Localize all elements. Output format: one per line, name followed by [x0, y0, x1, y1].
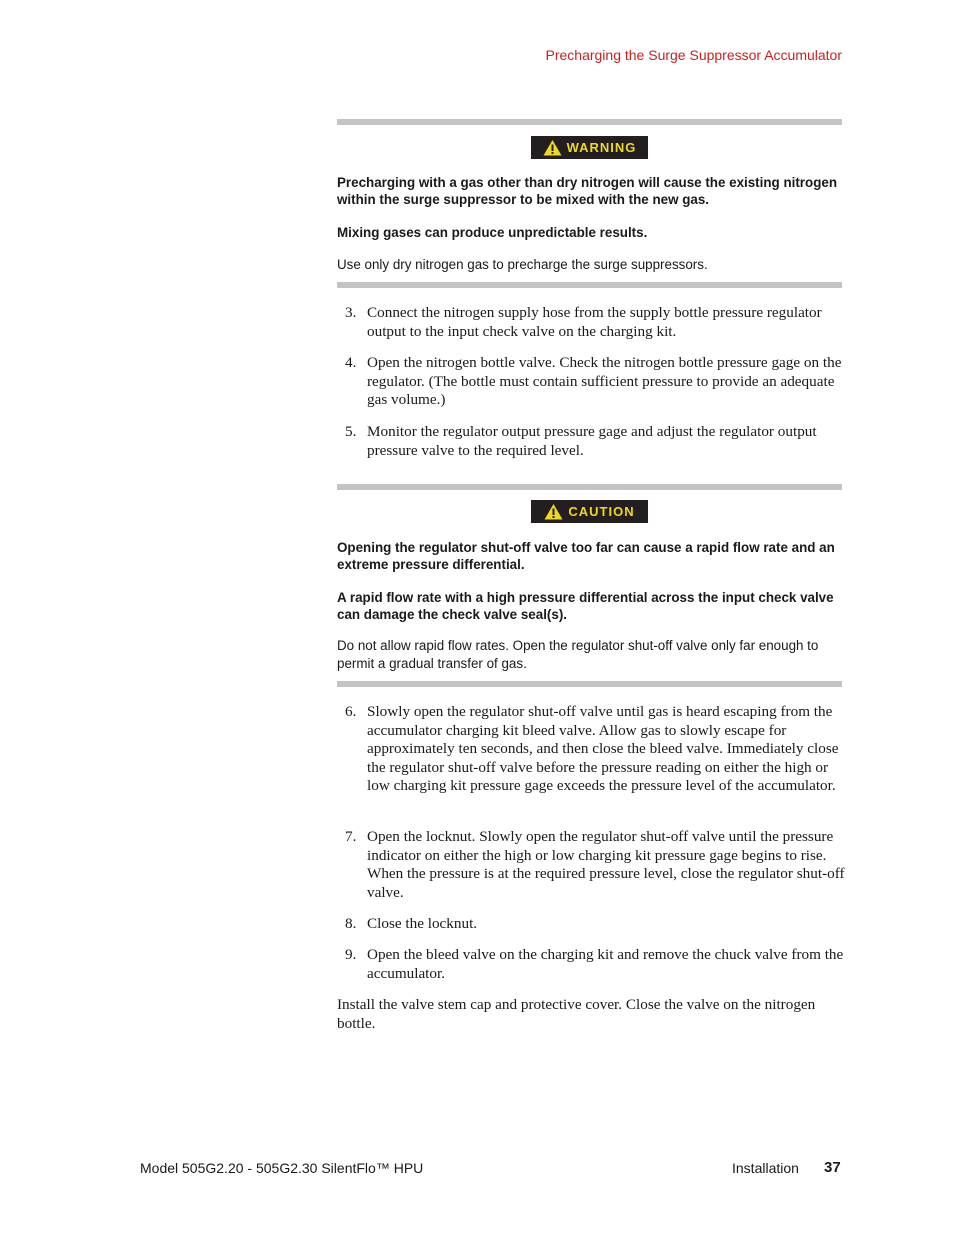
- step-text: Slowly open the regulator shut-off valve until gas is heard escaping from the accumulator charging kit bleed valve. Allow gas to slowly escape for approximately ten seconds, and then close the bleed valve. Immediately close the regulator shut-off valve before the pressure reading on either the high or low charging kit pressure gage exceeds the pressure level of the accumulator.: [367, 703, 839, 795]
- warning-top-rule: [337, 119, 842, 125]
- running-head: Precharging the Surge Suppressor Accumulator: [545, 47, 842, 63]
- step-text: Close the locknut.: [367, 915, 478, 932]
- caution-paragraph-3: Do not allow rapid flow rates. Open the regulator shut-off valve only far enough to permit a gradual transfer of gas.: [337, 638, 819, 671]
- list-item: [345, 915, 845, 934]
- step-text: Monitor the regulator output pressure gage and adjust the regulator output pressure valve to the required level.: [367, 423, 817, 459]
- caution-badge: [531, 500, 648, 523]
- caution-label: CAUTION: [568, 504, 635, 519]
- closing-paragraph: Install the valve stem cap and protective cover. Close the valve on the nitrogen bottle.: [337, 996, 816, 1032]
- step-number: 6.: [345, 703, 357, 720]
- step-number: 3.: [345, 304, 357, 321]
- warning-paragraph-1: Precharging with a gas other than dry nitrogen will cause the existing nitrogen within the surge suppressor to be mixed with the new gas.: [337, 175, 837, 207]
- caution-paragraph-2: A rapid flow rate with a high pressure differential across the input check valve can damage the check valve seal(s).: [337, 590, 834, 622]
- list-item: [345, 828, 845, 902]
- footer-section: Installation: [732, 1160, 799, 1176]
- warning-paragraph-3: Use only dry nitrogen gas to precharge the surge suppressors.: [337, 257, 708, 272]
- caution-bottom-rule: [337, 681, 842, 687]
- step-number: 5.: [345, 423, 357, 440]
- warning-triangle-icon: [544, 503, 563, 520]
- list-item: [345, 354, 845, 410]
- step-number: 9.: [345, 946, 357, 963]
- step-text: Connect the nitrogen supply hose from the supply bottle pressure regulator output to the input check valve on the charging kit.: [367, 304, 822, 340]
- warning-paragraph-2: Mixing gases can produce unpredictable results.: [337, 225, 648, 240]
- list-item: [345, 423, 845, 460]
- step-number: 4.: [345, 354, 357, 371]
- warning-badge: [531, 136, 648, 159]
- list-item: [345, 703, 845, 796]
- footer-model: Model 505G2.20 - 505G2.30 SilentFlo™ HPU: [140, 1160, 424, 1176]
- warning-triangle-icon: [543, 139, 562, 156]
- step-text: Open the nitrogen bottle valve. Check the nitrogen bottle pressure gage on the regulator. (The bottle must contain sufficient pressure to provide an adequate gas volume.): [367, 354, 842, 409]
- step-number: 7.: [345, 828, 357, 845]
- list-item: [345, 304, 845, 341]
- caution-top-rule: [337, 484, 842, 490]
- warning-bottom-rule: [337, 282, 842, 288]
- warning-label: WARNING: [566, 140, 637, 155]
- caution-paragraph-1: Opening the regulator shut-off valve too far can cause a rapid flow rate and an extreme pressure differential.: [337, 540, 835, 572]
- step-number: 8.: [345, 915, 357, 932]
- step-text: Open the bleed valve on the charging kit and remove the chuck valve from the accumulator.: [367, 946, 844, 982]
- step-text: Open the locknut. Slowly open the regulator shut-off valve until the pressure indicator on either the high or low charging kit pressure gage begins to rise. When the pressure is at the required pressure level, close the regulator shut-off valve.: [367, 828, 845, 901]
- page-number: 37: [824, 1159, 841, 1176]
- list-item: [345, 946, 845, 983]
